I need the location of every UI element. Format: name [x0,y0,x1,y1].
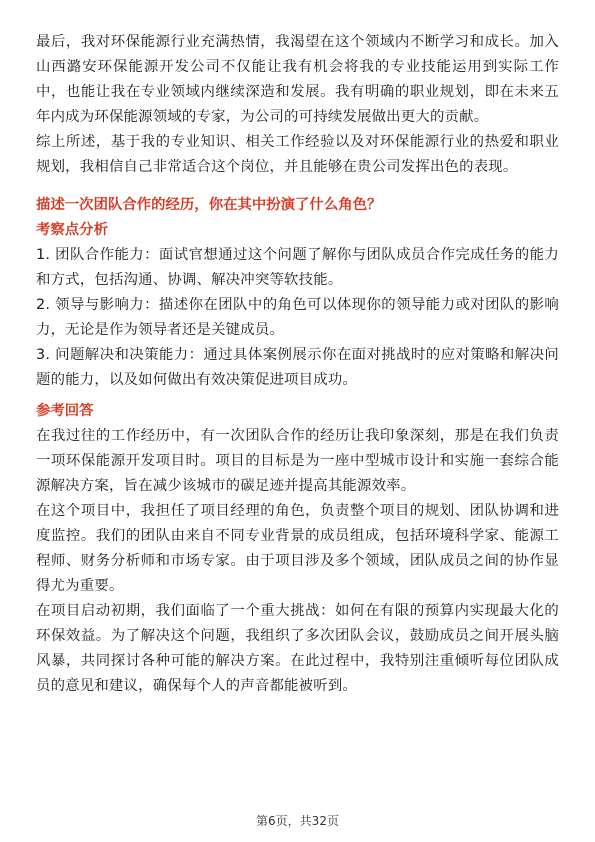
analysis-heading: 考察点分析 [36,222,108,238]
answer-paragraph: 在这个项目中，我担任了项目经理的角色，负责整个项目的规划、团队协调和进度监控。我们的团队由来自不同专业背景的成员组成，包括环境科学家、能源工程师、财务分析师和市场专家。由于项目涉及多个领域，团队成员之间的协作显得尤为重要。 [36,503,559,594]
document-page [36,30,559,699]
question-heading: 描述一次团队合作的经历，你在其中扮演了什么角色？ [36,197,382,213]
intro-paragraph: 综上所述，基于我的专业知识、相关工作经验以及对环保能源行业的热爱和职业规划，我相信自己非常适合这个岗位，并且能够在贵公司发挥出色的表现。 [36,134,559,175]
intro-paragraph: 最后，我对环保能源行业充满热情，我渴望在这个领域内不断学习和成长。加入山西潞安环保能源开发公司不仅能让我有机会将我的专业技能运用到实际工作中，也能让我在专业领域内继续深造和发展。我有明确的职业规划，即在未来五年内成为环保能源领域的专家，为公司的可持续发展做出更大的贡献。 [36,34,559,125]
answer-paragraph: 在我过往的工作经历中，有一次团队合作的经历让我印象深刻，那是在我们负责一项环保能源开发项目时。项目的目标是为一座中型城市设计和实施一套综合能源解决方案，旨在减少该城市的碳足迹并提高其能源效率。 [36,428,559,494]
page-footer: 第6页，共32页 [256,814,339,828]
analysis-point: 1. 团队合作能力：面试官想通过这个问题了解你与团队成员合作完成任务的能力和方式，包括沟通、协调、解决冲突等软技能。 [36,247,559,288]
analysis-point: 3. 问题解决和决策能力：通过具体案例展示你在面对挑战时的应对策略和解决问题的能力，以及如何做出有效决策促进项目成功。 [36,347,559,388]
answer-heading: 参考回答 [36,403,94,419]
answer-paragraph: 在项目启动初期，我们面临了一个重大挑战：如何在有限的预算内实现最大化的环保效益。为了解决这个问题，我组织了多次团队会议，鼓励成员之间开展头脑风暴，共同探讨各种可能的解决方案。在此过程中，我特别注重倾听每位团队成员的意见和建议，确保每个人的声音都能被听到。 [36,603,559,694]
analysis-point: 2. 领导与影响力：描述你在团队中的角色可以体现你的领导能力或对团队的影响力，无论是作为领导者还是关键成员。 [36,297,559,338]
